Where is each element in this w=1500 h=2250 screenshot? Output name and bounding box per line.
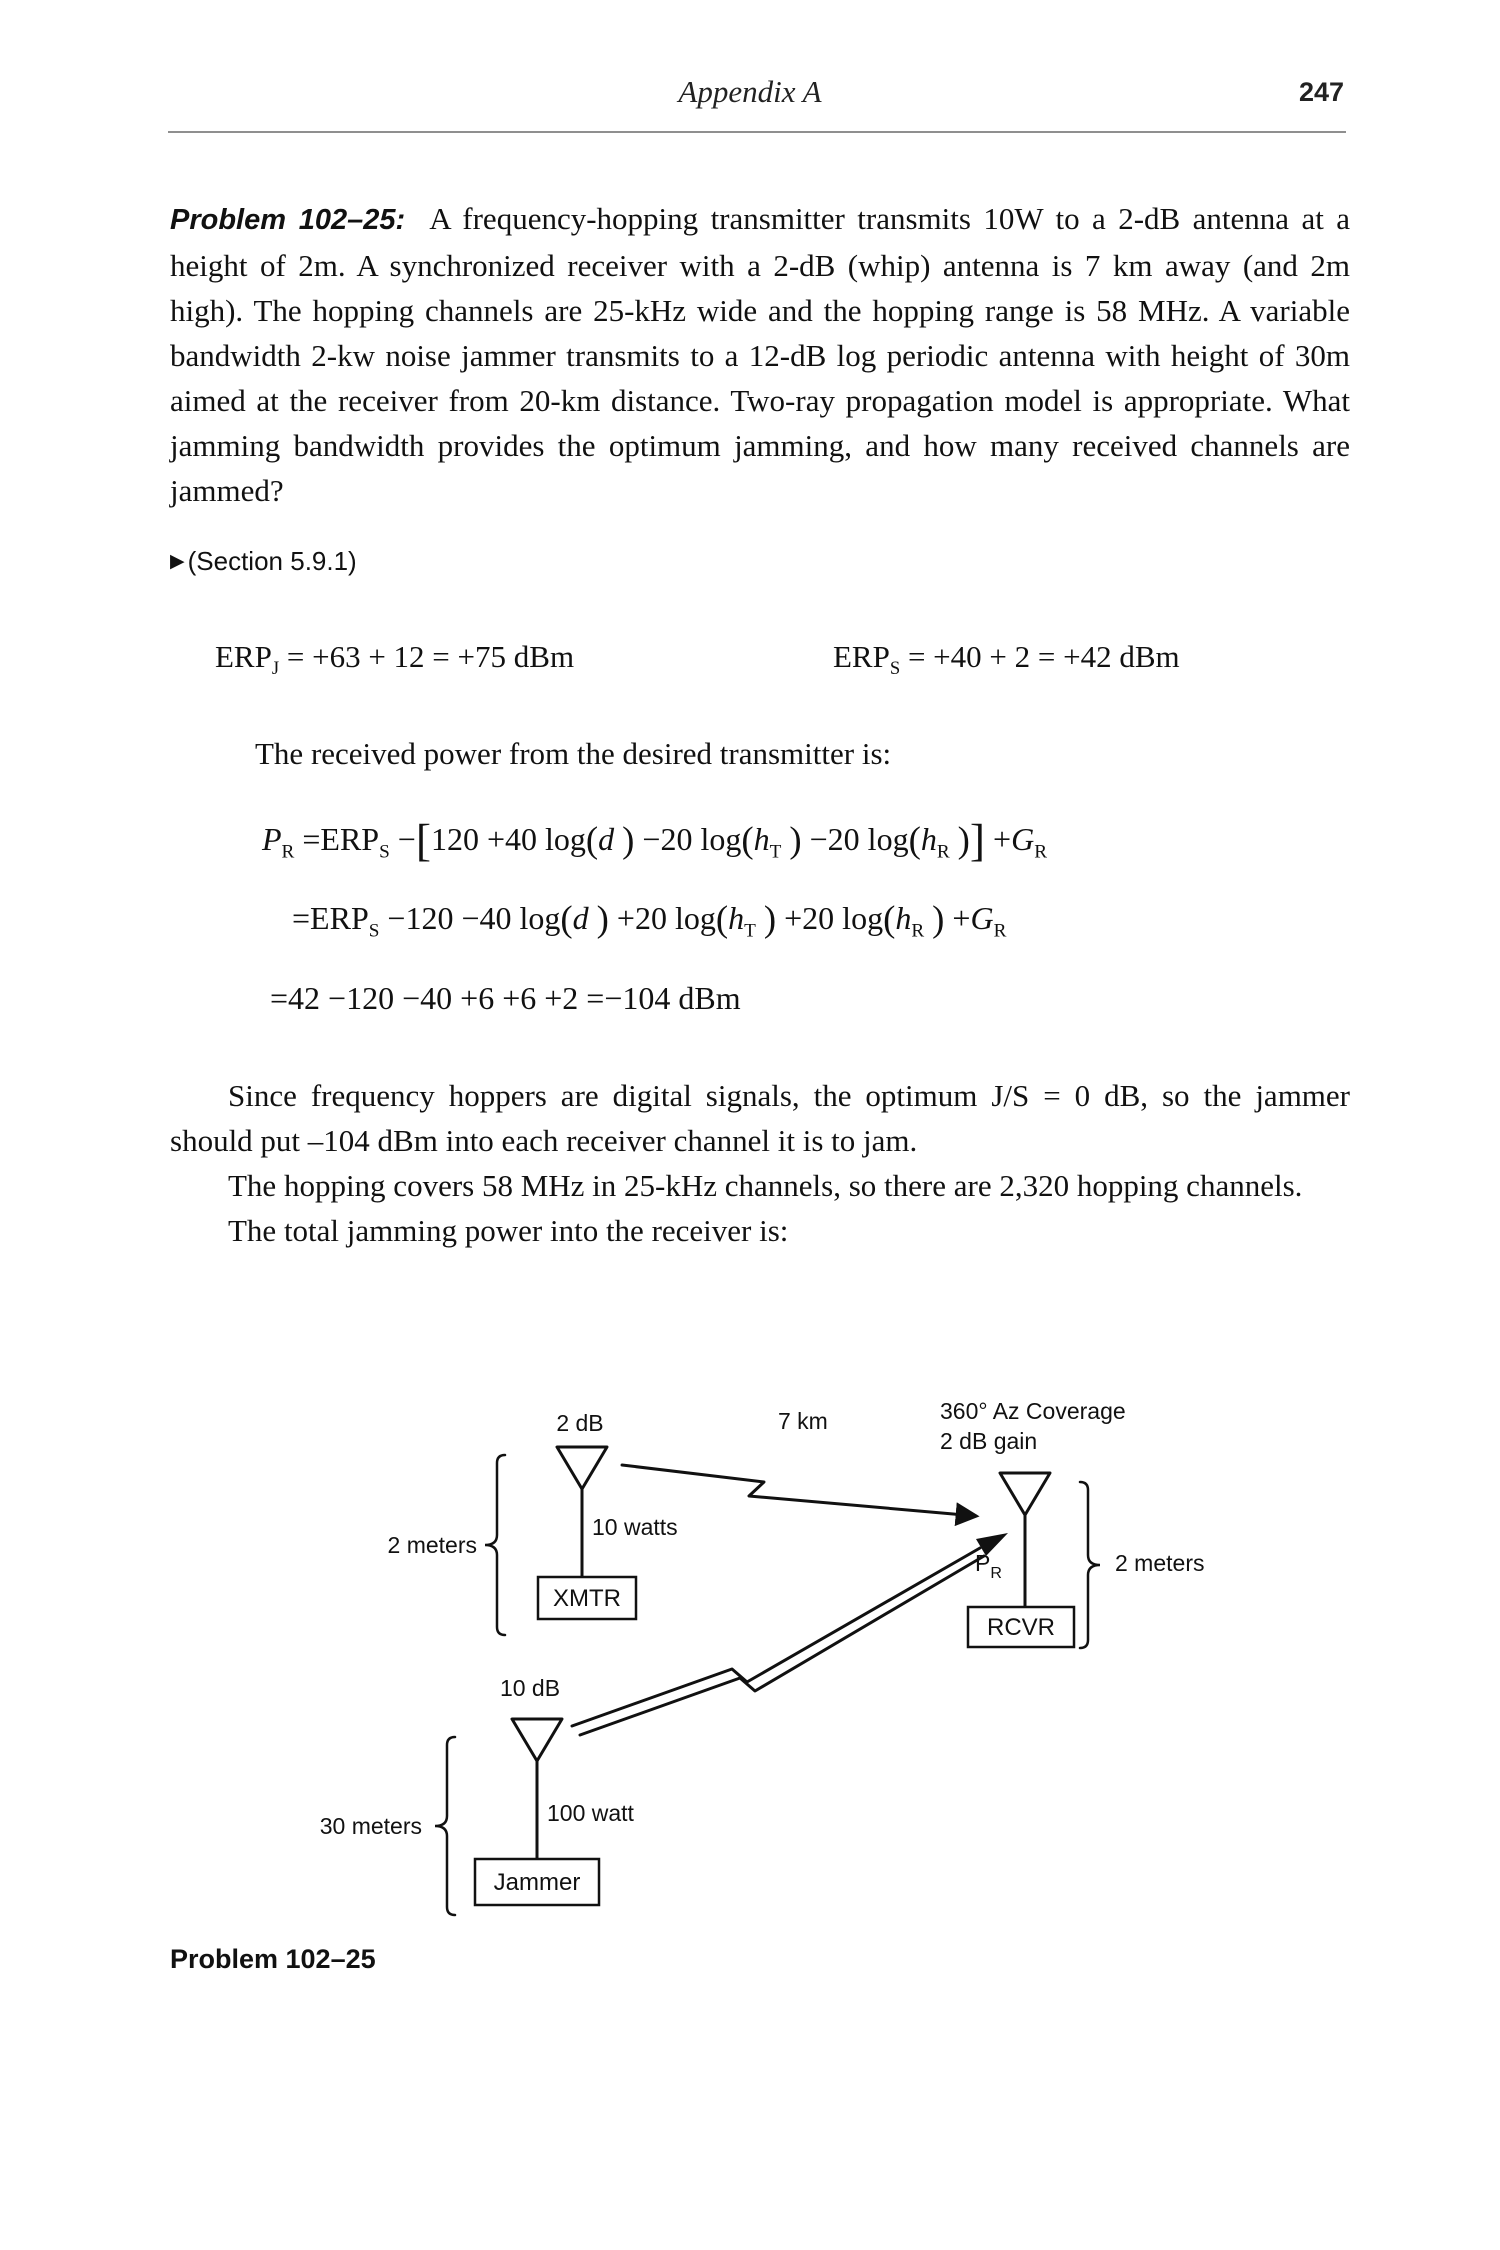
rcvr-height-brace — [1080, 1482, 1100, 1648]
equation-received-power-line-3: =42 −120 −40 +6 +6 +2 =−104 dBm — [270, 979, 741, 1016]
rcvr-box-label: RCVR — [986, 1614, 1056, 1641]
rcvr-coverage-label: 360° Az Coverage — [940, 1398, 1126, 1424]
solution-paragraph-2: The hopping covers 58 MHz in 25-kHz channels, so there are 2,320 hopping channels. — [228, 1167, 1303, 1203]
jammer-height-brace — [435, 1737, 455, 1915]
solution-paragraphs — [170, 1073, 1350, 1253]
problem-statement — [170, 196, 1350, 513]
jamming-path-arrow-line-2 — [580, 1556, 984, 1735]
jammer-box-label: Jammer — [493, 1869, 581, 1896]
text-column — [170, 196, 1350, 1253]
section-marker-icon: ▶ — [170, 551, 185, 572]
equation-erp-jammer: $ERP_J = +63 + 12 = +75$ dBm — [215, 639, 575, 680]
figure-caption: Problem 102–25 — [170, 1944, 376, 1974]
rcvr-gain-label: 2 dB gain — [940, 1428, 1038, 1454]
equation-erp-signal: $ERP_S = +40 + 2 = +42$ dBm — [833, 639, 1180, 680]
rcvr-received-power-label: $P_R$ — [975, 1550, 1002, 1582]
xmtr-box-label: XMTR — [553, 1585, 621, 1612]
problem-body: A frequency-hopping transmitter transmits 10W to a 2-dB antenna at a height of 2m. A synchronized receiver with a 2-dB (whip) antenna is 7 km away (and 2m high). The hopping channels are 25-kHz wide and the hopping range is 58 MHz. A variable bandwidth 2-kw noise jammer transmits to a 12-dB log periodic antenna with height of 30m aimed at the receiver from 20-km distance. Two-ray propagation model is appropriate. What jamming bandwidth provides the optimum jamming, and how many received channels are jammed? — [170, 201, 1350, 508]
equation-received-power-line-2: $=ERP_S -120 -40$ log(d ) +20 $\log(h_T$ ) +20 $\log(h_R$ ) $+G_R$ — [292, 898, 1007, 942]
signal-path-arrow — [622, 1465, 976, 1516]
section-reference — [170, 539, 1350, 584]
xmtr-height-label: 2 meters — [387, 1532, 477, 1558]
page-number: 247 — [1298, 77, 1344, 107]
head-rule — [168, 131, 1346, 133]
equation-received-power-line-1: $P_R =ERP_S -[120 +40$ log(d ) −20 $\log(h_T$ ) −20 $\log(h_R$ )] $+G_R$ — [262, 815, 1048, 866]
running-head-title: Appendix A — [678, 74, 822, 109]
jammer-antenna-icon — [512, 1719, 562, 1761]
xmtr-height-brace — [485, 1455, 505, 1635]
rcvr-antenna-icon — [1000, 1473, 1050, 1515]
equation-intro-text: The received power from the desired transmitter is: — [255, 736, 892, 772]
jammer-gain-label: 10 dB — [499, 1675, 561, 1701]
xmtr-gain-label: 2 dB — [556, 1410, 604, 1436]
received-power-equation-block — [170, 806, 1350, 1031]
xmtr-power-label: 10 watts — [592, 1514, 678, 1540]
solution-paragraph-3: The total jamming power into the receiver is: — [228, 1212, 789, 1248]
problem-label: Problem 102–25: — [170, 204, 406, 236]
distance-xmtr-rcvr-label: 7 km — [778, 1408, 828, 1434]
solution-paragraph-1: Since frequency hoppers are digital signals, the optimum J/S = 0 dB, so the jammer should put –104 dBm into each receiver channel it is to jam. — [170, 1077, 1350, 1158]
jamming-path-arrow-line-1 — [572, 1548, 980, 1726]
rcvr-height-label: 2 meters — [1115, 1550, 1205, 1576]
section-reference-text: (Section 5.9.1) — [187, 546, 357, 576]
jammer-power-label: 100 watt — [547, 1800, 634, 1826]
jamming-geometry-figure — [170, 1385, 1350, 1930]
jammer-height-label: 30 meters — [319, 1813, 422, 1839]
xmtr-antenna-icon — [557, 1447, 607, 1489]
erp-equations-line — [170, 634, 1350, 691]
